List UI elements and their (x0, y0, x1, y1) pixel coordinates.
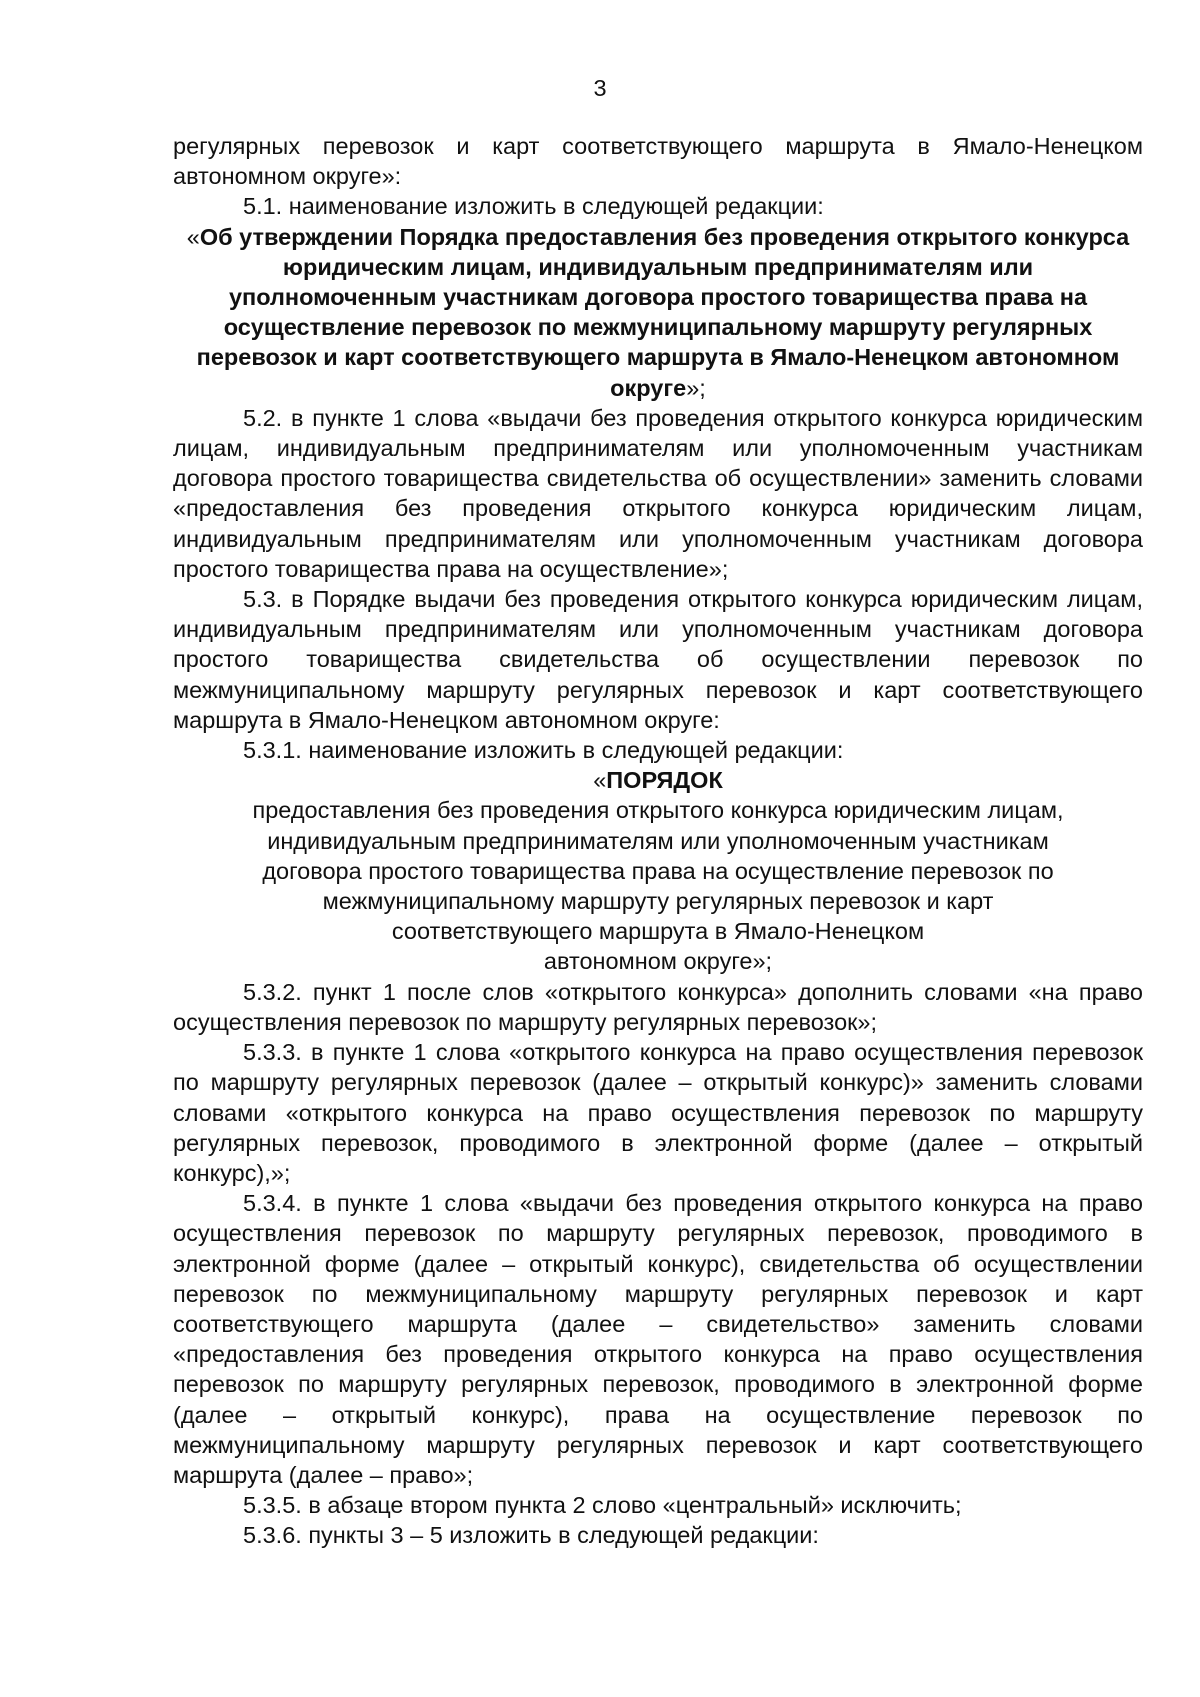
paragraph-5-3-1: 5.3.1. наименование изложить в следующей редакции: (243, 737, 844, 764)
title-close-quote: »; (686, 374, 706, 401)
paragraph-5-3-2: 5.3.2. пункт 1 после слов «открытого конкурса» дополнить словами «на право осуществления перевозок по маршруту регулярных перевозок»; (173, 978, 1143, 1035)
poryadok-heading (173, 765, 1143, 795)
paragraph-5-3-4: 5.3.4. в пункте 1 слова «выдачи без проведения открытого конкурса на право осуществления перевозок по маршруту регулярных перевозок, проводимого в электронной форме (далее – открытый конкурс), свидетельства об осуществлении перевозок по межмуниципальному маршруту регулярных перевозок и карт соответствующего маршрута (далее – свидетельство» заменить словами «предоставления без проведения открытого конкурса на право осуществления перевозок по маршруту регулярных перевозок, проводимого в электронной форме (далее – открытый конкурс), права на осуществление перевозок по межмуниципальному маршруту регулярных перевозок и карт соответствующего маршрута (далее – право»; (173, 1190, 1143, 1488)
title-open-quote: « (186, 223, 200, 250)
paragraph-5-3-3: 5.3.3. в пункте 1 слова «открытого конкурса на право осуществления перевозок по маршруту регулярных перевозок (далее – открытый конкурс)» заменить словами словами «открытого конкурса на право осуществления перевозок по маршруту регулярных перевозок, проводимого в электронной форме (далее – открытый конкурс),»; (173, 1039, 1143, 1186)
poryadok-open-quote: « (593, 767, 607, 794)
paragraph-5-3-6: 5.3.6. пункты 3 – 5 изложить в следующей редакции: (243, 1522, 819, 1549)
paragraph-5-3: 5.3. в Порядке выдачи без проведения открытого конкурса юридическим лицам, индивидуальным предпринимателям или уполномоченным участникам договора простого товарищества свидетельства об осуществлении перевозок по межмуниципальному маршруту регулярных перевозок и карт соответствующего маршрута в Ямало-Ненецком автономном округе: (173, 586, 1143, 733)
poryadok-title-end: автономном округе»; (543, 948, 773, 975)
document-body (173, 131, 1143, 1551)
poryadok-word: ПОРЯДОК (606, 767, 723, 794)
title-bold-text: Об утверждении Порядка предоставления без проведения открытого конкурса юридическим лицам, индивидуальным предпринимателям или уполномоченным участникам договора простого товарищества права на осуществление перевозок по межмуниципальному маршруту регулярных перевозок и карт соответствующего маршрута в Ямало-Ненецком автономном округе (196, 223, 1130, 401)
paragraph-5-1: 5.1. наименование изложить в следующей редакции: (243, 193, 824, 220)
paragraph-intro: регулярных перевозок и карт соответствующего маршрута в Ямало-Ненецком автономном округе»: (173, 133, 1143, 190)
page-number: 3 (593, 75, 607, 101)
paragraph-5-2: 5.2. в пункте 1 слова «выдачи без проведения открытого конкурса юридическим лицам, индивидуальным предпринимателям или уполномоченным участникам договора простого товарищества свидетельства об осуществлении» заменить словами «предоставления без проведения открытого конкурса юридическим лицам, индивидуальным предпринимателям или уполномоченным участникам договора простого товарищества права на осуществление»; (173, 404, 1143, 582)
paragraph-5-3-5: 5.3.5. в абзаце втором пункта 2 слово «центральный» исключить; (243, 1492, 962, 1519)
poryadok-title: предоставления без проведения открытого конкурса юридическим лицам, индивидуальным предпринимателям или уполномоченным участникам договора простого товарищества права на осуществление перевозок по межмуниципальному маршруту регулярных перевозок и карт соответствующего маршрута в Ямало-Ненецком (252, 797, 1064, 945)
resolution-title (173, 222, 1143, 403)
